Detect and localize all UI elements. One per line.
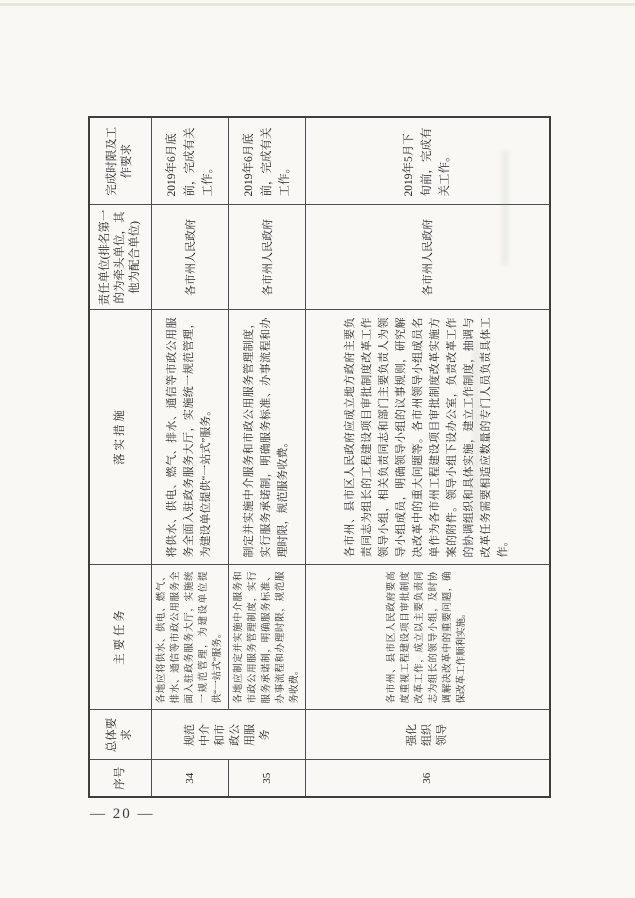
measure-cell: 制定并实施中介服务和市政公用服务管理制度，实行服务承诺制，明确服务标准、办事流程和办理时限，规范服务收费。 <box>228 310 305 565</box>
deadline-cell: 2019年5月下旬前，完成有关工作。 <box>305 117 550 205</box>
seq-cell: 34 <box>151 760 228 797</box>
overall-requirement-cell: 规范中介和市政公用服务 <box>151 710 305 760</box>
page-number: — 20 — <box>90 806 155 822</box>
header-seq: 序号 <box>89 760 151 797</box>
responsible-unit-cell: 各市州人民政府 <box>151 205 228 310</box>
overall-requirement-cell: 强化组织领导 <box>305 710 550 760</box>
table-row-34 <box>151 117 228 797</box>
ink-bleed-artifact <box>441 600 449 685</box>
header-overall-requirements: 总体要求 <box>89 710 151 760</box>
task-table <box>88 116 551 798</box>
table-header-row <box>89 117 151 797</box>
main-task-cell: 各市州、县市区人民政府要高度重视工程建设项目审批制度改革工作，成立以主要负责同志为组长的领导小组，及时协调解决改革中的重要问题，确保改革工作顺利实施。 <box>305 565 550 710</box>
header-responsible-unit: 责任单位(排名第一的为牵头单位，其他为配合单位) <box>89 205 151 310</box>
ink-bleed-artifact <box>501 150 509 265</box>
scan-edge-artifact <box>0 3 635 6</box>
table-row-35 <box>228 117 305 797</box>
table-row-36 <box>305 117 550 797</box>
deadline-cell: 2019年6月底前，完成有关工作。 <box>228 117 305 205</box>
main-task-cell: 各地应将供水、供电、燃气、排水、通信等市政公用服务全面入驻政务服务大厅，实施统一规范管理，为建设单位提供“一站式”服务。 <box>151 565 228 710</box>
responsible-unit-cell: 各市州人民政府 <box>228 205 305 310</box>
ink-bleed-artifact <box>472 340 481 520</box>
measure-cell: 将供水、供电、燃气、排水、通信等市政公用服务全面入驻政务服务大厅，实施统一规范管理，为建设单位提供“一站式”服务。 <box>151 310 228 565</box>
header-deadline: 完成时限及工作要求 <box>89 117 151 205</box>
seq-cell: 36 <box>305 760 550 797</box>
measure-cell: 各市州、县市区人民政府应成立地方政府主要负责同志为组长的工程建设项目审批制度改革工作领导小组，相关负责同志和部门主要负责人为领导小组成员，明确领导小组的议事规则，研究解决改革中的重大问题等。各市州领导小组成员名单作为各市州工程建设项目审批制度改革实施方案的附件。领导小组下设办公室，负责改革工作的协调组织和具体实施，建立工作制度，抽调与改革任务需要相适应数量的专门人员负责具体工作。 <box>305 310 550 565</box>
main-task-cell: 各地应制定并实施中介服务和市政公用服务管理制度，实行服务承诺制，明确服务标准、办事流程和办理时限，规范服务收费。 <box>228 565 305 710</box>
seq-cell: 35 <box>228 760 305 797</box>
header-main-tasks: 主 要 任 务 <box>89 565 151 710</box>
responsible-unit-cell: 各市州人民政府 <box>305 205 550 310</box>
deadline-cell: 2019年6月底前，完成有关工作。 <box>151 117 228 205</box>
header-implementation-measures: 落 实 措 施 <box>89 310 151 565</box>
